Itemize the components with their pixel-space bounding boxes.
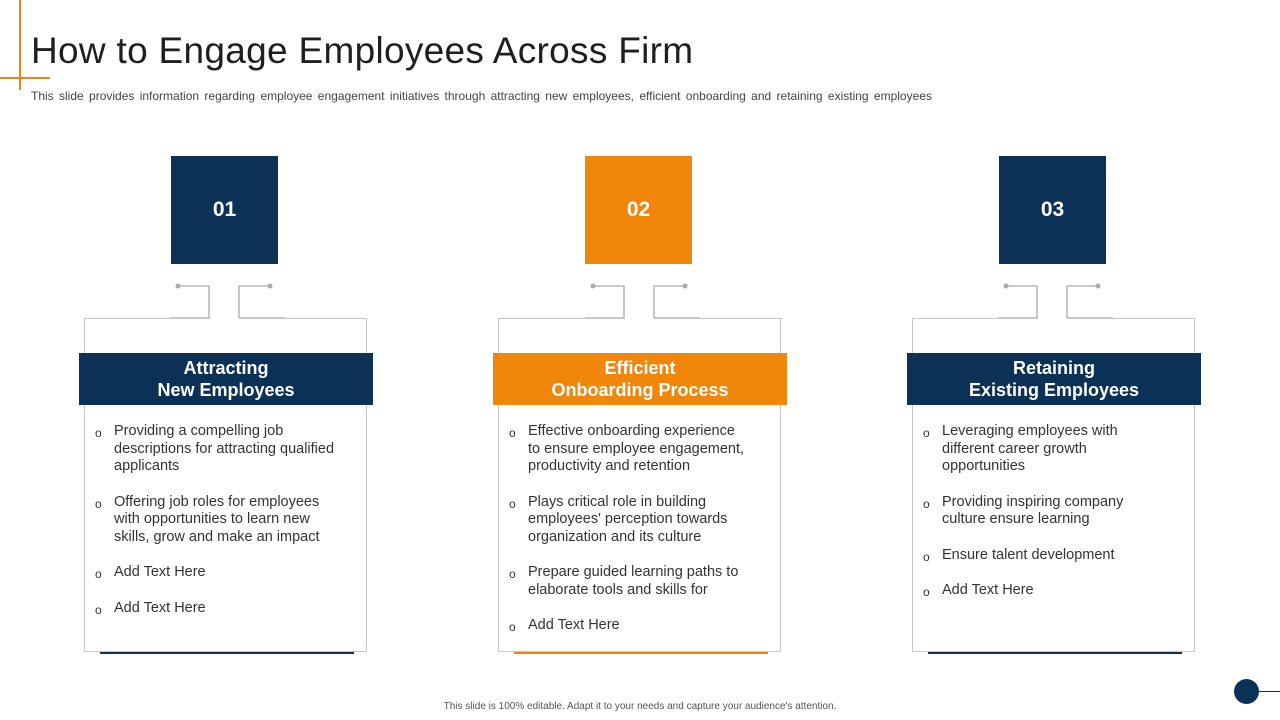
card-2-heading-line2: Onboarding Process [551,380,729,400]
card-1-top-edge-right [239,318,367,319]
card-1-top-edge-left [84,318,210,319]
corner-line-decoration [1259,691,1280,692]
card-1-list [95,423,335,635]
card-3-heading [907,353,1201,405]
list-item: o Add Text Here [923,582,1163,600]
list-item: o Offering job roles for employees with opportunities to learn new skills, grow and make an impact [95,493,320,545]
card-3-top-edge-right [1067,318,1195,319]
list-item: o Add Text Here [95,564,335,582]
step-number-box-1 [171,156,278,264]
bullet-icon: o [923,496,930,511]
step-number-2: 02 [626,198,651,221]
bullet-icon: o [95,496,102,511]
card-2-heading [493,353,787,405]
step-number-box-2 [585,156,692,264]
bullet-icon: o [95,426,102,440]
slide-title: How to Engage Employees Across Firm [31,30,694,71]
card-2-list [509,423,749,653]
bullet-icon: o [509,496,516,511]
card-3-bottom-accent [928,652,1182,654]
list-item: o Leveraging employees with different career growth opportunities [923,423,1118,474]
corner-accent-horizontal [0,77,50,79]
bullet-icon: o [509,567,516,581]
list-item: o Providing inspiring company culture ensure learning [923,493,1124,527]
step-number-3: 03 [1040,198,1065,221]
slide-footer: This slide is 100% editable. Adapt it to your needs and capture your audience's attention. [443,701,837,712]
corner-dot-decoration [1234,679,1259,704]
list-item: o Add Text Here [509,617,749,635]
card-2-heading-line1: Efficient [604,358,676,378]
bullet-icon: o [923,549,930,564]
bullet-icon: o [509,620,516,634]
list-item: o Plays critical role in building employees' perception towards organization and its culture [509,493,728,545]
slide-subtitle: This slide provides information regarding employee engagement initiatives through attracting new employees, efficient onboarding and retaining existing employees [31,89,932,103]
card-2-top-edge-right [654,318,782,319]
card-2-top-edge-left [498,318,625,319]
list-item: o Add Text Here [95,600,335,618]
card-3-top-edge-left [912,318,1038,319]
list-item: o Effective onboarding experience to ensure employee engagement, productivity and retention [509,423,745,474]
step-number-1: 01 [212,198,237,221]
card-1-heading-line1: Attracting [183,358,269,378]
card-2-bottom-accent [514,652,768,654]
bullet-icon: o [923,585,930,599]
step-number-box-3 [999,156,1106,264]
card-3-heading-line2: Existing Employees [968,380,1140,400]
list-item: o Prepare guided learning paths to elaborate tools and skills for [509,564,739,598]
card-3-list [923,423,1163,618]
bullet-icon: o [95,602,102,617]
card-3-heading-line1: Retaining [1012,358,1095,378]
bullet-icon: o [923,426,930,440]
bullet-icon: o [95,567,102,581]
list-item: o Ensure talent development [923,547,1163,565]
card-1-heading [79,353,373,405]
list-item: o Providing a compelling job descriptions for attracting qualified applicants [95,423,335,474]
bullet-icon: o [509,426,516,440]
card-1-bottom-accent [100,652,354,654]
card-1-heading-line2: New Employees [157,380,295,400]
